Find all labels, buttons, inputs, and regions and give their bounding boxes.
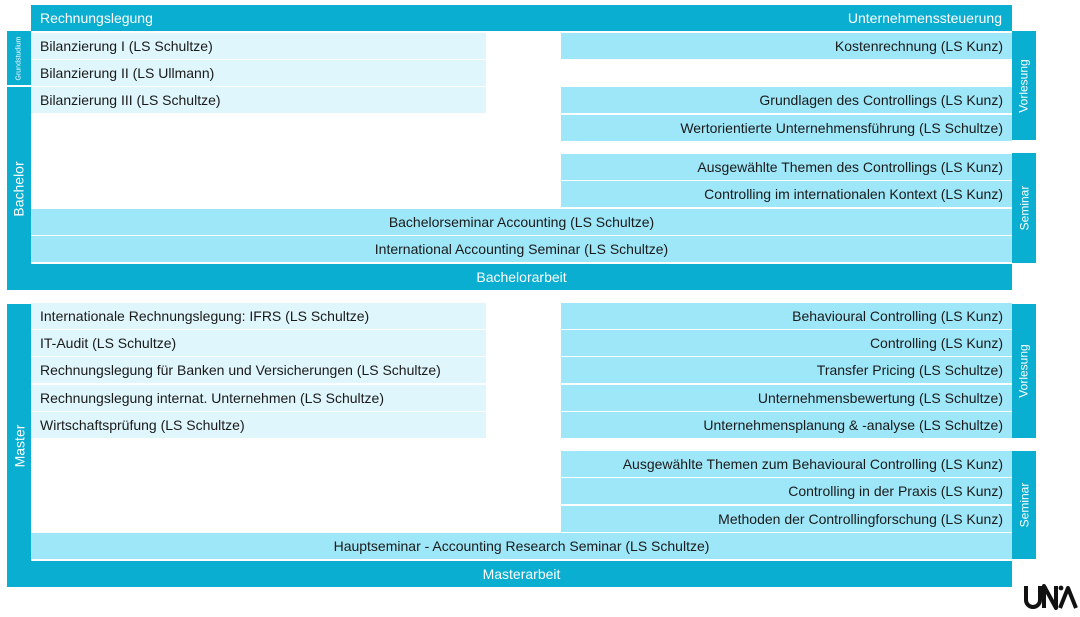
seminar-international-accounting[interactable]: International Accounting Seminar (LS Schultze) xyxy=(31,236,1012,262)
seminar-ausgewaehlte-themen-controlling[interactable]: Ausgewählte Themen des Controllings (LS Kunz) xyxy=(561,154,1012,180)
course-rechnungslegung-internat[interactable]: Rechnungslegung internat. Unternehmen (LS Schultze) xyxy=(31,385,486,411)
course-bilanzierung-3[interactable]: Bilanzierung III (LS Schultze) xyxy=(31,87,486,113)
uni-augsburg-logo-icon xyxy=(1022,580,1078,612)
header-left-label: Rechnungslegung xyxy=(40,10,153,26)
side-label-master: Master xyxy=(7,304,31,587)
seminar-bachelorseminar-accounting[interactable]: Bachelorseminar Accounting (LS Schultze) xyxy=(31,209,1012,235)
course-transfer-pricing[interactable]: Transfer Pricing (LS Schultze) xyxy=(561,357,1012,383)
seminar-controlling-praxis[interactable]: Controlling in der Praxis (LS Kunz) xyxy=(561,478,1012,504)
seminar-controllingforschung[interactable]: Methoden der Controllingforschung (LS Kunz) xyxy=(561,506,1012,532)
side-label-seminar-bachelor: Seminar xyxy=(1012,153,1036,263)
side-label-seminar-master: Seminar xyxy=(1012,451,1036,559)
side-label-grundstudium: Grundstudium xyxy=(7,31,31,85)
course-controlling[interactable]: Controlling (LS Kunz) xyxy=(561,330,1012,356)
course-banken-versicherungen[interactable]: Rechnungslegung für Banken und Versicherungen (LS Schultze) xyxy=(31,357,486,383)
course-unternehmensplanung[interactable]: Unternehmensplanung & -analyse (LS Schultze) xyxy=(561,412,1012,438)
header-bar xyxy=(31,5,1012,31)
seminar-hauptseminar[interactable]: Hauptseminar - Accounting Research Seminar (LS Schultze) xyxy=(31,533,1012,559)
side-label-vorlesung-master: Vorlesung xyxy=(1012,304,1036,438)
header-right-label: Unternehmenssteuerung xyxy=(847,10,1002,26)
course-ifrs[interactable]: Internationale Rechnungslegung: IFRS (LS Schultze) xyxy=(31,303,486,329)
course-bilanzierung-1[interactable]: Bilanzierung I (LS Schultze) xyxy=(31,33,486,59)
seminar-behavioural-controlling-themen[interactable]: Ausgewählte Themen zum Behavioural Controlling (LS Kunz) xyxy=(561,451,1012,477)
course-grundlagen-controlling[interactable]: Grundlagen des Controllings (LS Kunz) xyxy=(561,87,1012,113)
university-logo xyxy=(1022,580,1078,612)
course-it-audit[interactable]: IT-Audit (LS Schultze) xyxy=(31,330,486,356)
course-wertorientierte-fuehrung[interactable]: Wertorientierte Unternehmensführung (LS Schultze) xyxy=(561,115,1012,141)
course-kostenrechnung[interactable]: Kostenrechnung (LS Kunz) xyxy=(561,33,1012,59)
course-unternehmensbewertung[interactable]: Unternehmensbewertung (LS Schultze) xyxy=(561,385,1012,411)
course-wirtschaftspruefung[interactable]: Wirtschaftsprüfung (LS Schultze) xyxy=(31,412,486,438)
course-bilanzierung-2[interactable]: Bilanzierung II (LS Ullmann) xyxy=(31,60,486,86)
seminar-controlling-international[interactable]: Controlling im internationalen Kontext (LS Kunz) xyxy=(561,181,1012,207)
side-label-bachelor: Bachelor xyxy=(7,87,31,290)
bachelorarbeit-bar[interactable]: Bachelorarbeit xyxy=(31,264,1012,290)
side-label-vorlesung-bachelor: Vorlesung xyxy=(1012,31,1036,140)
course-behavioural-controlling[interactable]: Behavioural Controlling (LS Kunz) xyxy=(561,303,1012,329)
masterarbeit-bar[interactable]: Masterarbeit xyxy=(31,561,1012,587)
